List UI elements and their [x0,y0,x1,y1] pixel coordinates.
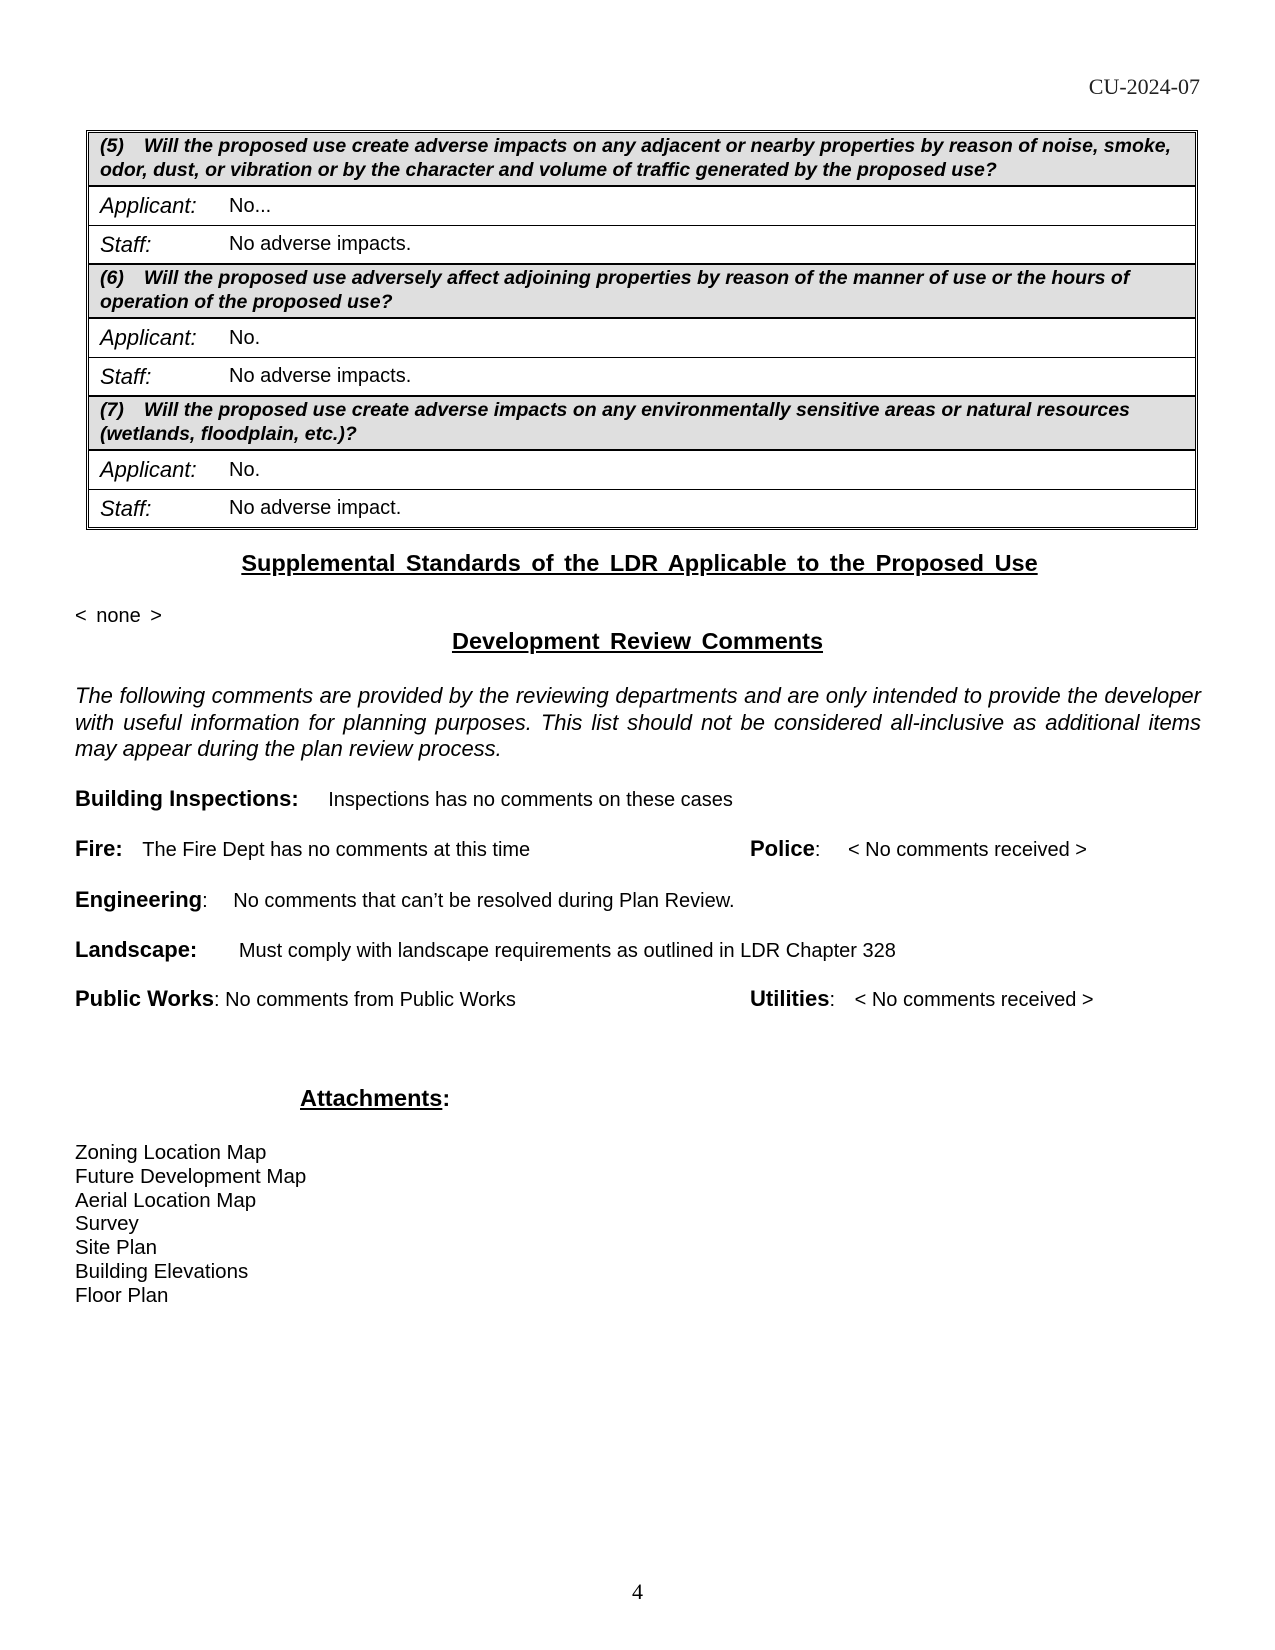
staff-response: No adverse impact. [229,497,402,519]
fire-label: Fire: [75,836,123,861]
applicant-response-row [89,187,1195,226]
attachments-list [75,1141,306,1308]
staff-response: No adverse impacts. [229,365,412,387]
utilities-text: < No comments received > [854,989,1094,1011]
criterion-question-text: Will the proposed use adversely affect adjoining properties by reason of the manner of use or the hours of operation of the proposed use? [100,267,1130,313]
engineering-comment: Engineering: No comments that can’t be resolved during Plan Review. [75,887,735,912]
staff-label: Staff: [100,231,152,257]
applicant-response: No... [229,194,272,217]
applicant-label: Applicant: [100,457,197,482]
criterion-number: (7) [100,399,124,421]
list-item: Zoning Location Map [75,1141,267,1164]
list-item: Survey [75,1212,139,1236]
building-inspections-label: Building Inspections: [75,786,299,811]
list-item: Floor Plan [75,1283,169,1307]
public-works-text: No comments from Public Works [225,989,516,1011]
staff-response: No adverse impacts. [229,233,412,255]
landscape-comment [75,937,896,963]
criterion-number: (5) [100,135,124,157]
applicant-response-row [89,451,1195,490]
applicant-response-row [89,319,1195,358]
staff-response-row [89,490,1195,527]
landscape-text: Must comply with landscape requirements as outlined in LDR Chapter 328 [238,940,896,962]
page-number: 4 [632,1579,643,1604]
staff-response-row [89,358,1195,397]
fire-text: The Fire Dept has no comments at this time [142,839,531,861]
landscape-label: Landscape: [75,937,198,962]
list-item: Site Plan [75,1236,158,1260]
criterion-question [89,397,1195,451]
list-item: Building Elevations [75,1259,249,1283]
criterion-question-text: Will the proposed use create adverse impacts on any adjacent or nearby properties by reason of noise, smoke, odor, dust, or vibration or by the character and volume of traffic generated by the proposed use? [100,135,1172,181]
supplemental-none-note: < none > [75,605,162,627]
staff-label: Staff: [100,495,152,521]
applicant-label: Applicant: [100,193,197,218]
list-item: Aerial Location Map [75,1188,257,1212]
criterion-question-text: Will the proposed use create adverse impacts on any environmentally sensitive areas or natural resources (wetlands, floodplain, etc.)? [100,399,1130,445]
applicant-label: Applicant: [100,325,197,350]
public-works-comment: Public Works: No comments from Public Works [75,986,516,1011]
building-inspections-comment [75,786,733,812]
staff-label: Staff: [100,363,152,389]
police-text: < No comments received > [847,839,1087,861]
criterion-question [89,265,1195,319]
review-intro-paragraph: The following comments are provided by the reviewing departments and are only intended to provide the developer with useful information for planning purposes. This list should not be considered all-inclusive as additional items may appear during the plan review process. [75,683,1201,761]
utilities-label: Utilities [750,986,830,1011]
case-number: CU-2024-07 [1088,74,1200,99]
list-item: Future Development Map [75,1164,307,1188]
police-comment: Police: < No comments received > [750,836,1087,861]
criteria-table [86,130,1198,530]
building-inspections-text: Inspections has no comments on these cases [328,789,733,811]
engineering-label: Engineering [75,887,203,912]
engineering-text: No comments that can’t be resolved during Plan Review. [233,890,735,912]
attachments-heading-text: Attachments [300,1085,443,1111]
development-review-heading: Development Review Comments [451,628,824,654]
criterion-number: (6) [100,267,124,289]
criterion-question [89,133,1195,187]
staff-response-row [89,226,1195,265]
public-works-label: Public Works [75,986,214,1011]
applicant-response: No. [229,326,261,349]
attachments-heading: Attachments: [300,1085,451,1111]
supplemental-standards-heading: Supplemental Standards of the LDR Applicable to the Proposed Use [241,550,1038,576]
utilities-comment: Utilities: < No comments received > [750,986,1094,1011]
police-label: Police [750,836,815,861]
fire-comment [75,836,530,862]
applicant-response: No. [229,458,261,481]
